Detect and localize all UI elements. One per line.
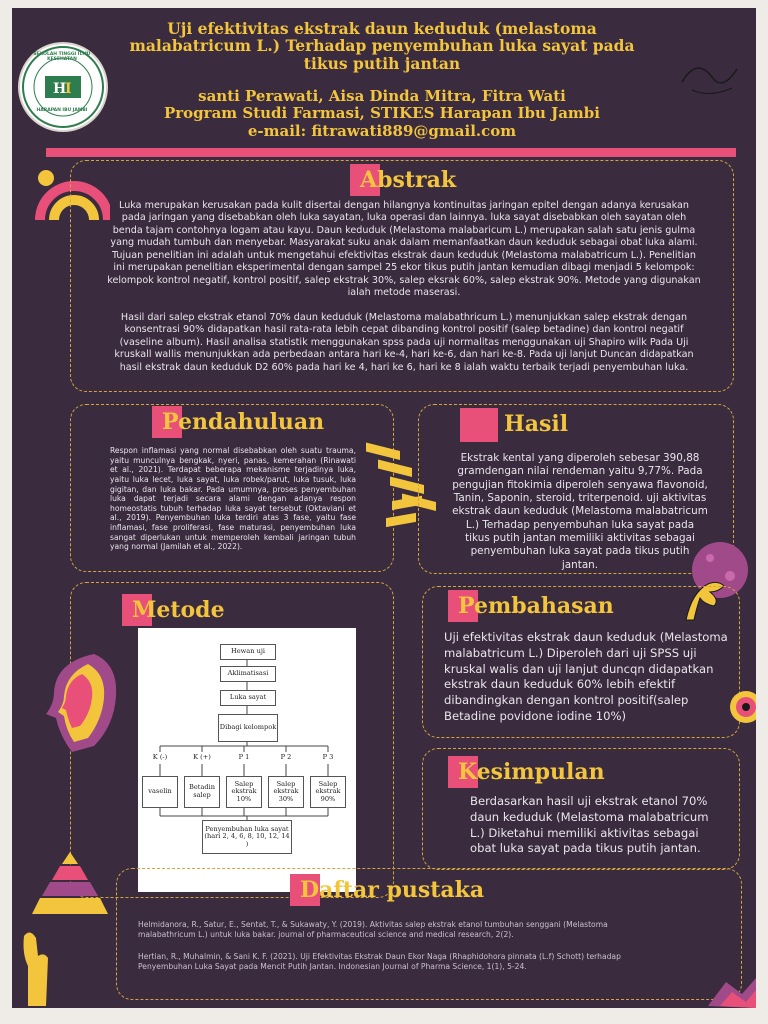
reference-item: Hertian, R., Muhalmin, & Sani K. F. (2021). Uji Efektivitas Ekstrak Daun Ekor Naga (Rhaphidohora pinnata (L.f) Schott) terhadap Penyembuhan Luka Sayat pada Mencit Putih Jantan. Indonesian Journal of Pharma Science, 1(1), 5-24.: [138, 952, 621, 971]
flow-treatment-p1: Salep ekstrak 10%: [226, 776, 262, 808]
flow-step-dibagi-kelompok: Dibagi kelompok: [218, 714, 278, 742]
pembahasan-heading-text: Pembahasan: [458, 593, 614, 619]
flow-final-penyembuhan: Penyembuhan luka sayat (hari 2, 4, 6, 8, 10, 12, 14 ): [202, 820, 292, 854]
program-line: Program Studi Farmasi, STIKES Harapan Ibu Jambi: [164, 104, 600, 123]
hasil-text: Ekstrak kental yang diperoleh sebesar 390,88 gramdengan nilai rendeman yaitu 9,77%. Pada pengujian fitokimia diperoleh senyawa flavonoid, Tanin, Saponin, steroid, triterpenoid. uji aktivitas ekstrak daun keduduk (Melastoma malabatricum L.) Terhadap penyembuhan luka sayat pada tikus putih jantan memiliki aktivitas sebagai penyembuhan luka sayat pada tikus putih jantan.: [452, 452, 708, 571]
hasil-heading-text: Hasil: [504, 411, 569, 437]
pendahuluan-text: Respon inflamasi yang normal disebabkan oleh suatu trauma, yaitu munculnya bengkak, nyeri, panas, kemerahan (Rinawati et al., 2021). Terdapat beberapa mekanisme terjadinya luka, yaitu luka lecet, luka sayat, luka robek/parut, luka tusuk, luka gigitan, dan luka bakar. Pada umumnya, proses penyembuhan luka dapat terjadi secara alami dengan adanya respon homeostatis tubuh terhadap luka sayat tersebut (Oktaviani et al., 2019). Penyembuhan luka terdiri atas 3 fase, yaitu fase inflamasi, fase proliferasi, fase maturasi, penyembuhan luka sangat diperlukan untuk memperoleh kembali jaringan tubuh yang normal (Jamilah et al., 2022).: [110, 446, 356, 552]
pembahasan-text: Uji efektivitas ekstrak daun keduduk (Melastoma malabatricum L.) Diperoleh dari uji SPSS uji kruskal walis dan uji lanjut duncqn didapatkan ekstrak daun keduduk 60% lebih efektif dibandingkan dengan kontrol positif(salep Betadine povidone iodine 10%): [444, 630, 728, 723]
pendahuluan-heading-text: Pendahuluan: [162, 409, 325, 435]
logo-text-top: SEKOLAH TINGGI ILMU KESEHATAN: [33, 52, 91, 62]
flow-treatment-vaselin: vaselin: [142, 776, 178, 808]
flow-treatment-p3: Salep ekstrak 90%: [310, 776, 346, 808]
flow-group-p2: P 2: [272, 752, 300, 764]
head-profile-decoration-icon: [36, 648, 120, 758]
title-line-3: tikus putih jantan: [303, 53, 461, 73]
kesimpulan-heading-text: Kesimpulan: [458, 759, 605, 785]
logo-text-bottom: HARAPAN IBU JAMBI: [36, 108, 88, 113]
flow-treatment-p2: Salep ekstrak 30%: [268, 776, 304, 808]
poster-title: [102, 20, 662, 72]
flow-group-p3: P 3: [314, 752, 342, 764]
scribble-decoration-icon: [672, 52, 742, 102]
corner-decoration-icon: [702, 968, 756, 1008]
poster: [12, 8, 756, 1008]
svg-text:H: H: [53, 81, 67, 97]
title-line-1: Uji efektivitas ekstrak daun keduduk (melastoma: [167, 19, 597, 38]
reference-item: Helmidanora, R., Satur, E., Sentat, T., & Sukawaty, Y. (2019). Aktivitas salep ekstrak etanol tumbuhan senggani (Melastoma malabathricum L.) untuk luka bakar. journal of pharmaceutical science and medical research, 2(2).: [138, 920, 608, 939]
eye-decoration-icon: [724, 688, 756, 726]
metode-flowchart: [138, 628, 356, 892]
flow-step-hewan-uji: Hewan uji: [220, 644, 276, 660]
kesimpulan-text: Berdasarkan hasil uji ekstrak etanol 70% daun keduduk (Melastoma malabatricum L.) Diketahui memiliki aktivitas sebagai obat luka sayat pada tikus putih jantan.: [470, 794, 709, 856]
authors-line: santi Perawati, Aisa Dinda Mitra, Fitra Wati: [198, 87, 566, 105]
flow-group-p1: P 1: [230, 752, 258, 764]
flow-group-k-pos: K (+): [188, 752, 216, 764]
title-line-2: malabatricum L.) Terhadap penyembuhan luka sayat pada: [129, 36, 635, 56]
pyramid-decoration-icon: [30, 848, 110, 918]
abstrak-paragraph-2: Hasil dari salep ekstrak etanol 70% daun keduduk (Melastoma malabathricum L.) menunjukkan salep ekstrak dengan konsentrasi 90% didapatkan hasil rata-rata lebih cepat dibanding kontrol positif (salep betadine) dan kontrol negatif (vaseline album). Hasil analisa statistik menggunakan spss pada uji normalitas menggunakan uji Shapiro wilk Pada Uji kruskall wallis menunjukkan ada perbedaan antara hari ke-4, hari ke-6, dan hari ke-8. Pada uji lanjut Duncan didapatkan hasil ekstrak daun keduduk D2 60% pada hari ke 4, hari ke 6, hari ke 8 ialah waktu terbaik terjadi penyembuhan luka.: [114, 312, 694, 373]
header-divider: [46, 148, 736, 157]
svg-text:I: I: [65, 81, 72, 97]
daftar-pustaka-heading-text: Daftar pustaka: [300, 877, 485, 903]
flow-group-k-neg: K (-): [146, 752, 174, 764]
abstrak-paragraph-1: Luka merupakan kerusakan pada kulit disertai dengan hilangnya kontinuitas jaringan epitel dengan adanya kerusakan pada jaringan yang disebabkan oleh luka sayatan, luka operasi dan lainnya. luka sayat disebabkan oleh sayatan oleh benda tajam contohnya logam atau kayu. Daun keduduk (Melastoma malabaricum L.) merupakan salah satu jenis gulma yang mudah tumbuh dan menyebar. Masyarakat suku anak dalam memanfaatkan daun keduduk sebagai obat luka alami. Tujuan penelitian ini adalah untuk mengetahui efektivitas ekstrak daun keduduk (Melastoma malabatricum L.). Penelitian ini merupakan penelitian eksperimental dengan sampel 25 ekor tikus putih jantan kemudian dibagi menjadi 5 kelompok: kelompok kontrol negatif, kontrol positif, salep ekstrak 30%, salep eksrak 60%, salep ekstrak 90%. Metode yang digunakan ialah metode maserasi.: [107, 200, 701, 299]
flow-step-aklimatisasi: Aklimatisasi: [220, 666, 276, 682]
raised-hand-decoration-icon: [14, 920, 54, 1008]
authors-block: [112, 88, 652, 140]
abstrak-heading-text: Abstrak: [360, 167, 457, 193]
flow-treatment-betadin: Betadin salep: [184, 776, 220, 808]
email-line: e-mail: fitrawati889@gmail.com: [247, 121, 517, 140]
metode-heading-text: Metode: [132, 597, 225, 623]
flow-step-luka-sayat: Luka sayat: [220, 690, 276, 706]
